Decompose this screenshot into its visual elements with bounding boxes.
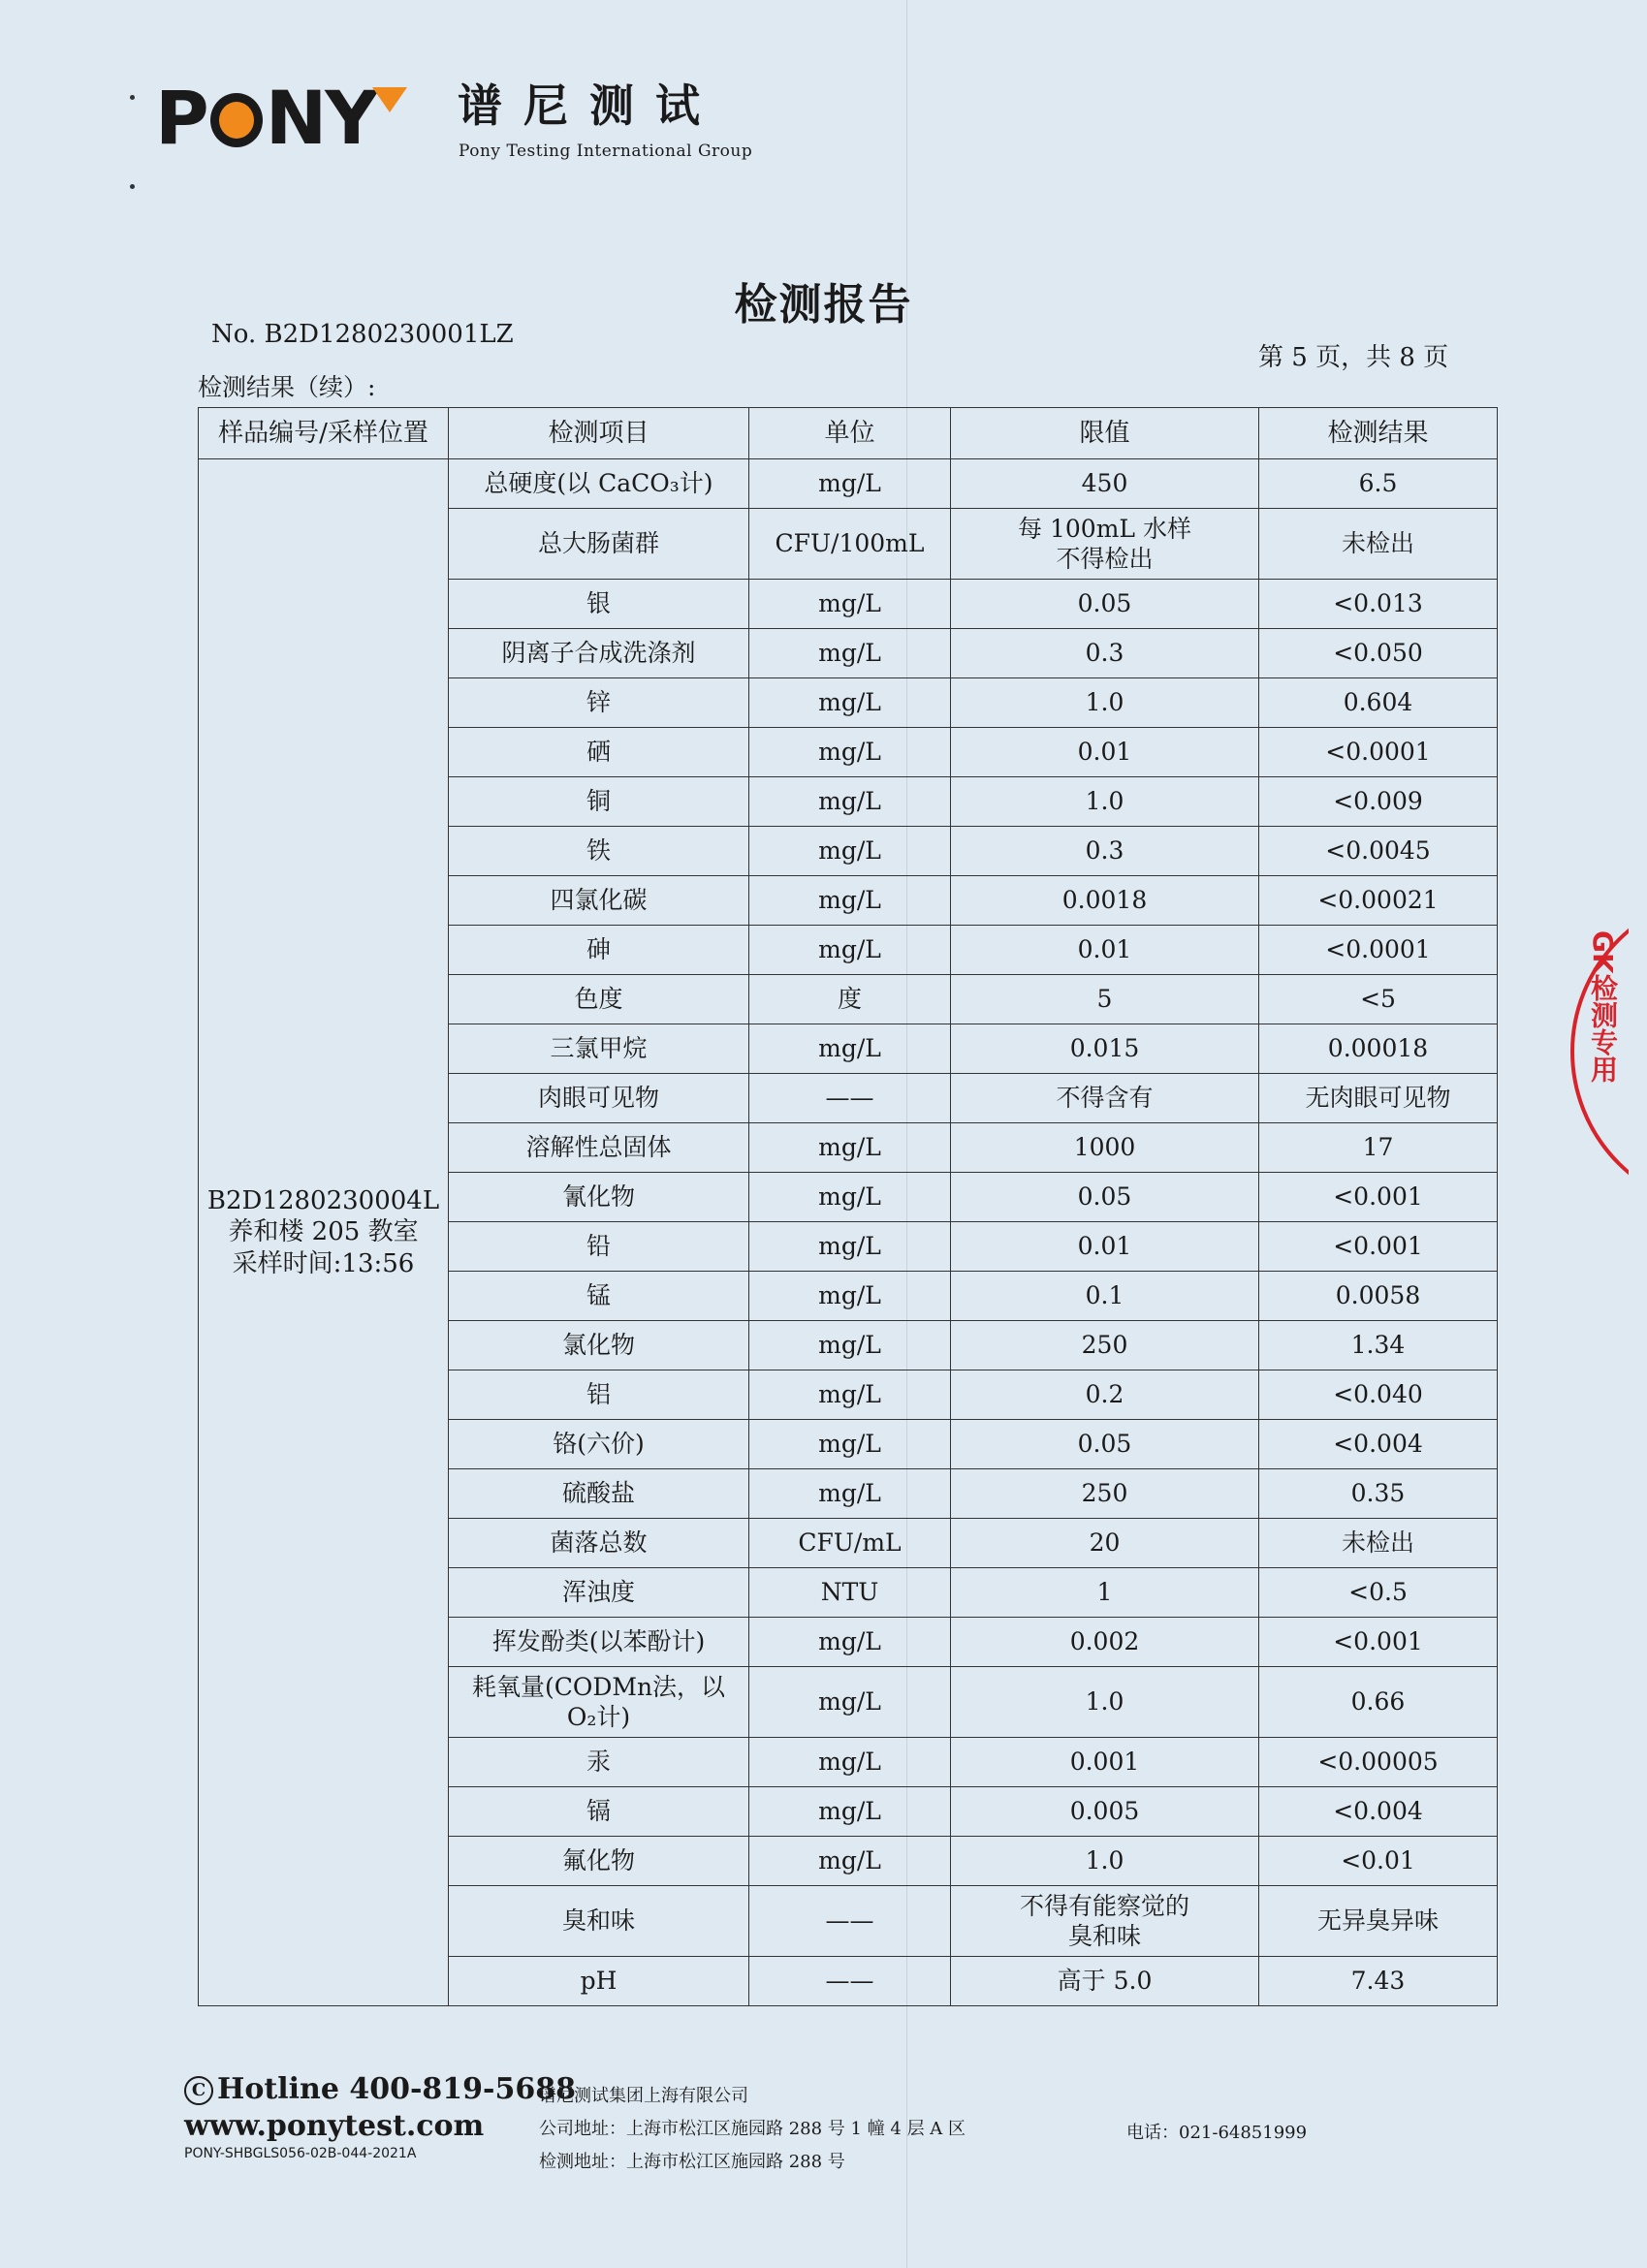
cell-limit [951,1957,1259,2006]
cell-limit-line: 0.01 [1077,935,1132,964]
cell-limit [951,1886,1259,1957]
cell-item [449,777,749,827]
sample-id: B2D1280230004L [206,1185,440,1215]
cell-unit-line: CFU/mL [798,1528,902,1558]
cell-item-line: 耗氧量(CODMn法，以 [471,1672,726,1701]
cell-item [449,1173,749,1222]
cell-limit [951,1321,1259,1370]
cell-unit-line: mg/L [818,787,881,816]
cell-item [449,1519,749,1568]
cell-limit-line: 高于 5.0 [1057,1967,1153,1996]
cell-limit-line: 1 [1096,1578,1113,1607]
cell-unit-line: mg/L [818,1133,881,1162]
cell-limit [951,678,1259,728]
cell-item-line: 锌 [586,688,611,717]
cell-limit [951,1469,1259,1519]
cell-result [1259,1738,1498,1787]
cell-result-line: <0.004 [1333,1430,1423,1459]
cell-item-line: 锰 [586,1281,611,1310]
cell-limit-line: 250 [1081,1479,1128,1508]
cell-unit [749,975,951,1024]
cell-limit-line: 1.0 [1085,1687,1124,1717]
cell-limit [951,1173,1259,1222]
cell-unit-line: mg/L [818,639,881,668]
column-header-item: 检测项目 [449,408,749,459]
cell-item-line: 三氯甲烷 [550,1034,648,1063]
cell-result-line: 0.00018 [1327,1034,1429,1063]
sample-time: 采样时间:13:56 [232,1248,415,1278]
cell-result [1259,1469,1498,1519]
cell-result [1259,678,1498,728]
cell-unit-line: mg/L [818,688,881,717]
cell-limit-line: 20 [1089,1528,1121,1558]
cell-result-line: 无肉眼可见物 [1305,1084,1451,1113]
cell-item [449,1370,749,1420]
cell-item-line: 肉眼可见物 [537,1084,659,1113]
cell-limit [951,777,1259,827]
cell-result [1259,876,1498,926]
cell-limit-line: 1.0 [1085,688,1124,717]
cell-result [1259,1222,1498,1272]
cell-unit [749,1370,951,1420]
logo-wordmark: P NY [155,81,407,155]
hotline [184,2072,576,2106]
cell-limit [951,1787,1259,1837]
cell-unit [749,827,951,876]
cell-item [449,1837,749,1886]
cell-item [449,926,749,975]
cell-item [449,678,749,728]
scan-dot [130,95,135,100]
cell-item-line: 铜 [586,787,611,816]
cell-result-line: <0.5 [1348,1578,1408,1607]
cell-unit-line: mg/L [818,738,881,767]
cell-unit [749,728,951,777]
cell-unit-line: —— [825,1906,874,1936]
table-header-row [199,408,1498,459]
cell-result [1259,1618,1498,1667]
pony-logo [155,75,776,169]
cell-result [1259,1667,1498,1738]
cell-result-line: 0.0058 [1335,1281,1421,1310]
cell-limit-line: 0.2 [1085,1380,1124,1409]
cell-limit [951,459,1259,509]
column-header-sample: 样品编号/采样位置 [199,408,449,459]
cell-result [1259,1787,1498,1837]
cell-item [449,728,749,777]
cell-limit [951,827,1259,876]
column-header-unit: 单位 [749,408,951,459]
cell-item [449,1886,749,1957]
cell-result [1259,1321,1498,1370]
cell-limit [951,629,1259,678]
seal-text: GK检测专用 [1587,930,1619,1083]
cell-result-line: 未检出 [1341,1528,1414,1558]
cell-limit-line: 0.002 [1069,1627,1140,1656]
cell-unit-line: mg/L [818,886,881,915]
cell-item [449,975,749,1024]
cell-item-line: 臭和味 [561,1906,635,1936]
cell-result-line: <0.0045 [1325,836,1431,866]
sample-location: 养和楼 205 教室 [228,1217,419,1247]
cell-limit-line: 不得含有 [1056,1084,1154,1113]
cell-limit [951,1123,1259,1173]
cell-result-line: 6.5 [1358,469,1398,498]
cell-limit-line: 450 [1081,469,1128,498]
cell-item-line: 氟化物 [561,1846,635,1875]
cell-unit [749,1667,951,1738]
cell-item-line: 总大肠菌群 [537,529,659,558]
cell-unit [749,1837,951,1886]
cell-limit [951,728,1259,777]
cell-result-line: <0.001 [1333,1232,1423,1261]
cell-item-line: 硒 [586,738,611,767]
logo-english-name: Pony Testing International Group [459,142,753,161]
cell-limit-line: 0.05 [1077,589,1132,618]
results-table-body [199,459,1498,2006]
cell-limit-line: 1.0 [1085,787,1124,816]
cell-unit-line: mg/L [818,1846,881,1875]
cell-item-line: 阴离子合成洗涤剂 [501,639,696,668]
cell-item-line: 砷 [586,935,611,964]
cell-item-line: 汞 [586,1748,611,1777]
cell-unit-line: mg/L [818,1331,881,1360]
cell-unit-line: mg/L [818,1380,881,1409]
cell-unit [749,629,951,678]
cell-unit [749,1957,951,2006]
cell-unit [749,876,951,926]
cell-item [449,459,749,509]
cell-limit-line: 0.001 [1069,1748,1140,1777]
cell-item [449,1618,749,1667]
report-title: 检测报告 [734,280,913,330]
cell-result [1259,1074,1498,1123]
cell-result [1259,1370,1498,1420]
cell-item [449,1469,749,1519]
cell-result [1259,777,1498,827]
cell-unit [749,1123,951,1173]
cell-item [449,629,749,678]
cell-unit-line: mg/L [818,469,881,498]
cell-unit-line: mg/L [818,1627,881,1656]
cell-result-line: 未检出 [1341,529,1414,558]
cell-item [449,1321,749,1370]
cell-result-line: 0.35 [1350,1479,1406,1508]
cell-unit [749,1074,951,1123]
cell-result [1259,1957,1498,2006]
cell-limit-line: 0.01 [1077,738,1132,767]
cell-result-line: <5 [1360,985,1396,1014]
cell-item-line: 菌落总数 [550,1528,648,1558]
table-row [199,459,1498,509]
cell-limit [951,1618,1259,1667]
cell-result-line: 无异臭异味 [1316,1906,1439,1936]
cell-limit [951,1272,1259,1321]
company-address: 公司地址：上海市松江区施园路 288 号 1 幢 4 层 A 区 [539,2119,966,2139]
cell-unit [749,777,951,827]
logo-o-mark [210,93,263,147]
cell-result-line: <0.01 [1341,1846,1415,1875]
company-name: 谱尼测试集团上海有限公司 [539,2086,748,2106]
test-address: 检测地址：上海市松江区施园路 288 号 [539,2152,845,2172]
cell-item-line: 色度 [574,985,623,1014]
cell-unit-line: mg/L [818,1479,881,1508]
cell-item-line: 溶解性总固体 [525,1133,672,1162]
cell-item [449,509,749,580]
cell-limit [951,1370,1259,1420]
cell-limit [951,1420,1259,1469]
cell-unit [749,1568,951,1618]
cell-unit-line: CFU/100mL [775,529,925,558]
cell-result [1259,629,1498,678]
cell-unit [749,580,951,629]
cell-item [449,827,749,876]
phone-number: 电话：021-64851999 [1126,2123,1308,2143]
cell-result [1259,1886,1498,1957]
cell-limit [951,1568,1259,1618]
cell-result [1259,1568,1498,1618]
cell-unit [749,1738,951,1787]
cell-result-line: <0.001 [1333,1627,1423,1656]
cell-result [1259,580,1498,629]
cell-limit-line: 0.01 [1077,1232,1132,1261]
cell-result-line: 0.66 [1350,1687,1406,1717]
cell-result-line: <0.004 [1333,1797,1423,1826]
website: www.ponytest.com [184,2109,485,2143]
cell-unit [749,1321,951,1370]
cell-result-line: <0.00021 [1317,886,1439,915]
cell-item [449,1787,749,1837]
cell-unit [749,1173,951,1222]
cell-unit-line: mg/L [818,1430,881,1459]
cell-result-line: <0.0001 [1325,738,1431,767]
cell-limit-line: 0.05 [1077,1430,1132,1459]
cell-item-line: 铁 [586,836,611,866]
cell-unit-line: mg/L [818,1748,881,1777]
cell-item-line: 挥发酚类(以苯酚计) [491,1627,706,1656]
logo-triangle-mark [372,87,407,112]
copyright-icon: C [184,2076,213,2105]
cell-result [1259,459,1498,509]
cell-result [1259,1024,1498,1074]
cell-unit [749,1222,951,1272]
cell-item-line: O₂计) [566,1703,631,1731]
scan-dot [130,184,135,189]
cell-unit [749,1469,951,1519]
cell-limit [951,975,1259,1024]
cell-result [1259,1272,1498,1321]
cell-limit [951,1738,1259,1787]
cell-item-line: 四氯化碳 [550,886,648,915]
cell-item-line: 铬(六价) [553,1430,645,1459]
cell-result [1259,827,1498,876]
report-number: No. B2D1280230001LZ [211,320,514,349]
document-code: PONY-SHBGLS056-02B-044-2021A [184,2146,417,2161]
cell-limit-line: 0.1 [1085,1281,1124,1310]
sample-cell [199,459,449,2006]
cell-result [1259,975,1498,1024]
cell-item [449,1222,749,1272]
cell-limit-line: 0.3 [1085,836,1124,866]
cell-result-line: <0.001 [1333,1182,1423,1212]
cell-result-line: 17 [1362,1133,1394,1162]
cell-unit-line: mg/L [818,1034,881,1063]
cell-unit-line: mg/L [818,836,881,866]
cell-unit [749,1420,951,1469]
cell-result-line: <0.040 [1333,1380,1423,1409]
cell-unit [749,509,951,580]
cell-item [449,1074,749,1123]
cell-result [1259,728,1498,777]
cell-result-line: 1.34 [1350,1331,1406,1360]
column-header-limit: 限值 [951,408,1259,459]
cell-limit-line: 0.3 [1085,639,1124,668]
cell-unit-line: mg/L [818,1281,881,1310]
cell-limit-line: 不得有能察觉的 [1019,1891,1189,1920]
cell-item-line: 氯化物 [561,1331,635,1360]
cell-item-line: 硫酸盐 [561,1479,635,1508]
cell-result-line: 0.604 [1343,688,1413,717]
cell-unit [749,1787,951,1837]
cell-item [449,876,749,926]
cell-unit [749,1618,951,1667]
cell-unit [749,459,951,509]
cell-result [1259,926,1498,975]
cell-limit [951,1222,1259,1272]
cell-item [449,1272,749,1321]
cell-unit-line: mg/L [818,1797,881,1826]
cell-item-line: 铅 [586,1232,611,1261]
cell-limit [951,876,1259,926]
cell-item-line: 铝 [586,1380,611,1409]
cell-unit [749,1272,951,1321]
cell-item [449,1420,749,1469]
cell-result [1259,1420,1498,1469]
cell-item-line: 总硬度(以 CaCO₃计) [484,469,713,498]
cell-item [449,1738,749,1787]
cell-unit-line: mg/L [818,1182,881,1212]
cell-limit [951,1519,1259,1568]
cell-result-line: 7.43 [1350,1967,1406,1996]
cell-item [449,580,749,629]
red-seal-stamp [1570,892,1629,1212]
cell-result [1259,1123,1498,1173]
cell-limit [951,1837,1259,1886]
cell-limit-line: 0.005 [1069,1797,1140,1826]
cell-unit [749,1886,951,1957]
cell-unit-line: mg/L [818,935,881,964]
cell-limit [951,926,1259,975]
cell-unit-line: mg/L [818,1687,881,1717]
cell-unit [749,678,951,728]
cell-unit-line: mg/L [818,1232,881,1261]
cell-limit-line: 0.05 [1077,1182,1132,1212]
page-indicator: 第 5 页，共 8 页 [1258,343,1449,372]
cell-item [449,1957,749,2006]
cell-item [449,1667,749,1738]
cell-unit [749,926,951,975]
cell-unit-line: —— [825,1967,874,1996]
cell-item [449,1024,749,1074]
cell-limit-line: 0.0018 [1061,886,1148,915]
cell-limit [951,1024,1259,1074]
cell-item-line: 浑浊度 [561,1578,635,1607]
logo-chinese-name: 谱尼测试 [458,79,721,132]
cell-limit-line: 1000 [1073,1133,1136,1162]
cell-unit-line: mg/L [818,589,881,618]
cell-limit-line: 不得检出 [1056,545,1154,573]
results-table [198,407,1498,2006]
column-header-result: 检测结果 [1259,408,1498,459]
cell-unit-line: 度 [837,985,862,1014]
cell-result-line: <0.009 [1333,787,1423,816]
cell-result-line: <0.013 [1333,589,1423,618]
cell-unit-line: —— [825,1084,874,1113]
cell-item-line: 镉 [586,1797,611,1826]
cell-unit [749,1519,951,1568]
cell-limit-line: 5 [1096,985,1113,1014]
cell-item-line: 氰化物 [561,1182,635,1212]
cell-unit [749,1024,951,1074]
cell-limit-line: 250 [1081,1331,1128,1360]
hotline-text: Hotline 400-819-5688 [217,2072,576,2106]
cell-item-line: 银 [586,589,611,618]
cell-item [449,1568,749,1618]
cell-result [1259,1173,1498,1222]
cell-result-line: <0.0001 [1325,935,1431,964]
results-continued-label: 检测结果（续）: [198,373,376,401]
cell-limit-line: 1.0 [1085,1846,1124,1875]
cell-limit [951,1667,1259,1738]
cell-limit [951,580,1259,629]
cell-item [449,1123,749,1173]
cell-limit [951,1074,1259,1123]
cell-result [1259,1519,1498,1568]
cell-limit [951,509,1259,580]
cell-limit-line: 臭和味 [1067,1922,1141,1950]
cell-result-line: <0.00005 [1317,1748,1439,1777]
cell-limit-line: 0.015 [1069,1034,1140,1063]
cell-unit-line: NTU [820,1578,879,1607]
cell-result [1259,1837,1498,1886]
cell-result [1259,509,1498,580]
cell-result-line: <0.050 [1333,639,1423,668]
cell-limit-line: 每 100mL 水样 [1018,514,1191,543]
cell-item-line: pH [580,1967,618,1996]
